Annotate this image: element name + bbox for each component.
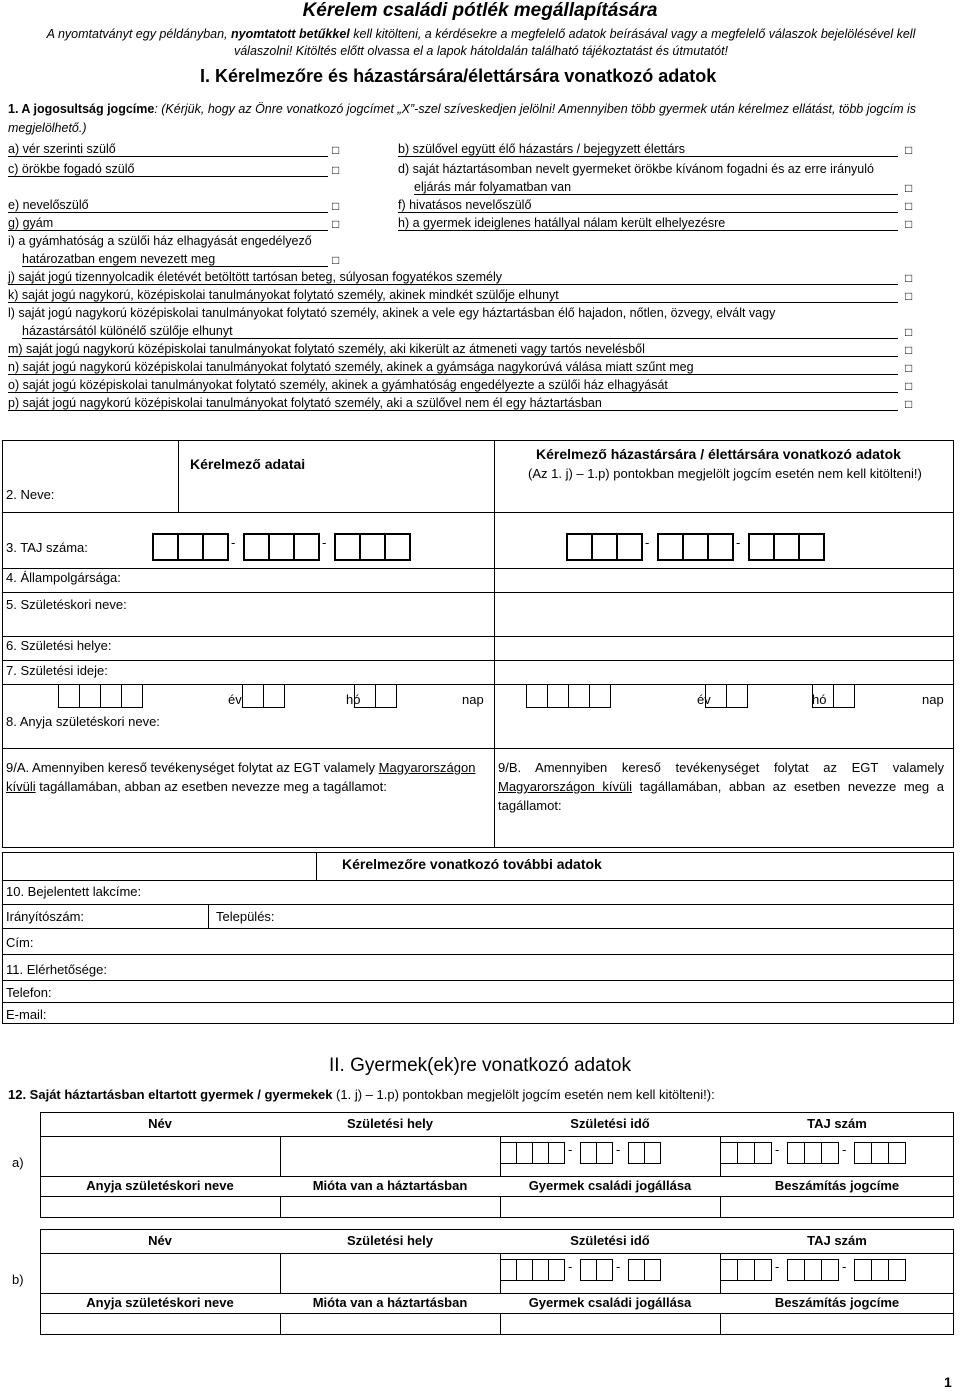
date-digit-box[interactable] (263, 684, 285, 708)
date-digit-box[interactable] (580, 1259, 597, 1281)
option-d-label-2: eljárás már folyamatban van (414, 180, 898, 195)
column-divider (500, 1196, 501, 1218)
taj-digit-box[interactable] (720, 1142, 738, 1164)
row-divider (40, 1313, 954, 1314)
option-f-label: f) hivatásos nevelőszülő (398, 198, 898, 213)
taj-digit-box[interactable] (616, 533, 643, 561)
option-o-label: o) saját jogú középiskolai tanulmányokat folytató személy, akinek a gyámhatóság engedélyezte a szülői ház elhagyását (8, 378, 898, 393)
child-row-label: a) (12, 1155, 24, 1170)
date-digit-box[interactable] (628, 1142, 645, 1164)
option-e (8, 198, 328, 213)
taj-digit-box[interactable] (804, 1259, 822, 1281)
date-digit-box[interactable] (121, 684, 143, 708)
date-digit-box[interactable] (532, 1259, 549, 1281)
option-i-label-2: határozatban engem nevezett meg (22, 252, 328, 267)
option-l-label-2: házastársától különélő szülője elhunyt (22, 324, 898, 339)
taj-digit-box[interactable] (854, 1142, 872, 1164)
checkbox-g[interactable]: □ (332, 217, 340, 231)
taj-dash: - (842, 1259, 847, 1274)
date-digit-box[interactable] (516, 1142, 533, 1164)
row-divider (40, 1136, 954, 1137)
taj-digit-box[interactable] (787, 1142, 805, 1164)
taj-digit-box[interactable] (804, 1142, 822, 1164)
option-h-label: h) a gyermek ideiglenes hatállyal nálam került elhelyezésre (398, 216, 898, 231)
checkbox-e[interactable]: □ (332, 199, 340, 213)
checkbox-k[interactable]: □ (905, 289, 913, 303)
option-c-label: c) örökbe fogadó szülő (8, 162, 328, 177)
taj-digit-box[interactable] (384, 533, 411, 561)
taj-digit-box[interactable] (657, 533, 684, 561)
option-p-label: p) saját jogú nagykorú középiskolai tanulmányokat folytató személy, aki a szülővel nem él egy háztartásban (8, 396, 898, 411)
taj-digit-box[interactable] (821, 1142, 839, 1164)
question-1-label: 1. A jogosultság jogcíme (8, 102, 155, 116)
date-digit-box[interactable] (596, 1142, 613, 1164)
intro-text: A nyomtatványt egy példányban, (46, 27, 231, 41)
taj-digit-box[interactable] (152, 533, 179, 561)
spouse-column-header: Kérelmező házastársára / élettársára vonatkozó adatok (536, 446, 901, 462)
taj-digit-box[interactable] (268, 533, 295, 561)
name-label: 2. Neve: (6, 487, 55, 502)
question-12-label: 12. Saját háztartásban eltartott gyermek / gyermekek (8, 1087, 333, 1102)
date-digit-box[interactable] (526, 684, 548, 708)
child-header: Beszámítás jogcíme (774, 1178, 900, 1193)
option-i-cont (22, 252, 328, 267)
form-intro (26, 26, 936, 60)
taj-dash: - (736, 535, 741, 550)
birth-name-label: 5. Születéskori neve: (6, 597, 127, 612)
taj-digit-box[interactable] (888, 1142, 906, 1164)
taj-digit-box[interactable] (720, 1259, 738, 1281)
date-digit-box[interactable] (628, 1259, 645, 1281)
taj-digit-box[interactable] (748, 533, 775, 561)
taj-digit-box[interactable] (682, 533, 709, 561)
date-digit-box[interactable] (568, 684, 590, 708)
taj-dash: - (775, 1259, 780, 1274)
eea-question-applicant (6, 758, 488, 796)
taj-digit-box[interactable] (888, 1259, 906, 1281)
street-label: Cím: (6, 935, 34, 950)
checkbox-a[interactable]: □ (332, 143, 340, 157)
date-dash: - (568, 1259, 573, 1274)
option-g (8, 216, 328, 231)
taj-digit-box[interactable] (359, 533, 386, 561)
year-label-spouse: év (697, 692, 711, 707)
checkbox-b[interactable]: □ (905, 143, 913, 157)
checkbox-m[interactable]: □ (905, 343, 913, 357)
option-n-label: n) saját jogú nagykorú középiskolai tanulmányokat folytató személy, akinek a gyámsága nagykorúvá válása miatt szűnt meg (8, 360, 898, 375)
eea-text-2: tagállamában, abban az esetben nevezze meg a tagállamot: (35, 779, 387, 794)
child-header: Gyermek családi jogállása (528, 1295, 692, 1310)
page-number: 1 (944, 1374, 952, 1390)
date-digit-box[interactable] (644, 1259, 661, 1281)
date-digit-box[interactable] (596, 1259, 613, 1281)
checkbox-o[interactable]: □ (905, 379, 913, 393)
option-l: l) saját jogú nagykorú középiskolai tanulmányokat folytató személy, akinek a vele egy háztartásban élő hajadon, nőtlen, özvegy, elvált vagy (8, 306, 776, 320)
row-divider (40, 1176, 954, 1177)
taj-label: 3. TAJ száma: (6, 540, 88, 555)
city-label: Település: (216, 909, 275, 924)
date-digit-box[interactable] (589, 684, 611, 708)
child-header: TAJ szám (807, 1233, 867, 1248)
date-digit-box[interactable] (58, 684, 80, 708)
checkbox-j[interactable]: □ (905, 271, 913, 285)
column-divider (280, 1313, 281, 1335)
date-dash: - (616, 1259, 621, 1274)
option-e-label: e) nevelőszülő (8, 198, 328, 213)
taj-dash: - (231, 535, 236, 550)
mother-name-label: 8. Anyja születéskori neve: (6, 714, 160, 729)
column-divider (500, 1313, 501, 1335)
option-h (398, 216, 898, 231)
birthplace-label: 6. Születési helye: (6, 638, 112, 653)
option-a (8, 142, 328, 157)
child-header: Anyja születéskori neve (86, 1178, 234, 1193)
month-label-spouse: hó (812, 692, 827, 707)
child-header: Születési hely (347, 1116, 433, 1131)
option-k-label: k) saját jogú nagykorú, középiskolai tanulmányokat folytató személy, akinek mindkét szülője elhunyt (8, 288, 898, 303)
column-divider (280, 1136, 281, 1176)
child-header: Születési idő (570, 1116, 650, 1131)
checkbox-c[interactable]: □ (332, 163, 340, 177)
taj-digit-box[interactable] (798, 533, 825, 561)
eea-text-b-2: tagállamában, abban az esetben nevezze meg a tagállamot: (498, 779, 944, 813)
intro-text-2: kell kitölteni, a kérdésekre a megfelelő adatok beírásával vagy a megfelelő válaszok bejelölésével kell válaszolni! Kitöltés előtt olvassa el a lapok hátoldalán található tájékoztatást és útmutatót! (233, 27, 916, 58)
day-label-spouse: nap (922, 692, 944, 707)
option-d-cont (414, 180, 898, 195)
eea-question-spouse (498, 758, 944, 815)
taj-dash: - (645, 535, 650, 550)
option-b (398, 142, 898, 157)
option-b-label: b) szülővel együtt élő házastárs / bejegyzett élettárs (398, 142, 898, 157)
section-1-title: I. Kérelmezőre és házastársára/élettársára vonatkozó adatok (200, 66, 717, 86)
birthdate-label: 7. Születési ideje: (6, 663, 108, 678)
column-divider (720, 1313, 721, 1335)
taj-digit-box[interactable] (334, 533, 361, 561)
intro-bold: nyomtatott betűkkel (231, 27, 350, 41)
question-1 (8, 100, 956, 138)
eea-text: 9/A. Amennyiben kereső tevékenységet folytat az EGT valamely (6, 760, 376, 775)
checkbox-d[interactable]: □ (905, 181, 913, 195)
child-header: Mióta van a háztartásban (312, 1178, 468, 1193)
taj-digit-box[interactable] (177, 533, 204, 561)
additional-data-header: Kérelmezőre vonatkozó további adatok (342, 856, 602, 872)
option-k (8, 288, 898, 303)
checkbox-f[interactable]: □ (905, 199, 913, 213)
child-header: Születési idő (570, 1233, 650, 1248)
question-1-text: : (Kérjük, hogy az Önre vonatkozó jogcímet „X”-szel szíveskedjen jelölni! Amennyiben több gyermek után kérelmez ellátást, több jogcím is megjelölhető.) (8, 102, 917, 135)
eea-underline: Magyarországon kívüli (6, 760, 476, 794)
row-divider (40, 1196, 954, 1197)
option-m-label: m) saját jogú nagykorú középiskolai tanulmányokat folytató személy, aki kikerült az átmeneti vagy tartós nevelésből (8, 342, 898, 357)
option-i: i) a gyámhatóság a szülői ház elhagyását engedélyező (8, 234, 312, 248)
zip-label: Irányítószám: (6, 909, 85, 924)
checkbox-i[interactable]: □ (332, 253, 340, 267)
email-label: E-mail: (6, 1007, 47, 1022)
phone-label: Telefon: (6, 985, 52, 1000)
date-digit-box[interactable] (375, 684, 397, 708)
date-digit-box[interactable] (532, 1142, 549, 1164)
child-header: Anyja születéskori neve (86, 1295, 234, 1310)
option-o (8, 378, 898, 393)
date-digit-box[interactable] (548, 1259, 565, 1281)
taj-digit-box[interactable] (202, 533, 229, 561)
date-digit-box[interactable] (833, 684, 855, 708)
taj-digit-box[interactable] (773, 533, 800, 561)
taj-digit-box[interactable] (293, 533, 320, 561)
date-dash: - (568, 1142, 573, 1157)
taj-dash: - (322, 535, 327, 550)
address-table (2, 852, 954, 1024)
date-digit-box[interactable] (500, 1259, 517, 1281)
taj-digit-box[interactable] (591, 533, 618, 561)
taj-digit-box[interactable] (754, 1259, 772, 1281)
column-divider (280, 1253, 281, 1293)
checkbox-n[interactable]: □ (905, 361, 913, 375)
date-digit-box[interactable] (726, 684, 748, 708)
applicant-column-header: Kérelmező adatai (190, 456, 306, 472)
date-digit-box[interactable] (500, 1142, 517, 1164)
date-digit-box[interactable] (548, 1142, 565, 1164)
taj-dash: - (842, 1142, 847, 1157)
child-header: Születési hely (347, 1233, 433, 1248)
date-digit-box[interactable] (242, 684, 264, 708)
taj-digit-box[interactable] (566, 533, 593, 561)
taj-dash: - (775, 1142, 780, 1157)
column-divider (720, 1196, 721, 1218)
column-divider (280, 1196, 281, 1218)
taj-digit-box[interactable] (854, 1259, 872, 1281)
taj-digit-box[interactable] (821, 1259, 839, 1281)
child-header: Név (148, 1233, 172, 1248)
child-header: Beszámítás jogcíme (774, 1295, 900, 1310)
checkbox-l[interactable]: □ (905, 325, 913, 339)
child-header: Gyermek családi jogállása (528, 1178, 692, 1193)
date-digit-box[interactable] (547, 684, 569, 708)
option-j-label: j) saját jogú tizennyolcadik életévét betöltött tartósan beteg, súlyosan fogyatékos személy (8, 270, 898, 285)
option-g-label: g) gyám (8, 216, 328, 231)
question-12-text: (1. j) – 1.p) pontokban megjelölt jogcím esetén nem kell kitölteni!): (332, 1087, 715, 1102)
eea-underline-b: Magyarországon kívüli (498, 779, 633, 794)
child-row-label: b) (12, 1272, 24, 1287)
checkbox-h[interactable]: □ (905, 217, 913, 231)
question-12 (8, 1087, 715, 1102)
year-label: év (228, 692, 242, 707)
taj-digit-box[interactable] (707, 533, 734, 561)
date-digit-box[interactable] (644, 1142, 661, 1164)
row-divider (40, 1253, 954, 1254)
taj-digit-box[interactable] (737, 1142, 755, 1164)
date-digit-box[interactable] (100, 684, 122, 708)
row-divider (40, 1293, 954, 1294)
section-2-title: II. Gyermek(ek)re vonatkozó adatok (328, 1055, 631, 1076)
date-digit-box[interactable] (79, 684, 101, 708)
option-f (398, 198, 898, 213)
child-header: Név (148, 1116, 172, 1131)
form-title: Kérelem családi pótlék megállapítására (302, 0, 658, 21)
taj-digit-box[interactable] (243, 533, 270, 561)
option-n (8, 360, 898, 375)
checkbox-p[interactable]: □ (905, 397, 913, 411)
option-p (8, 396, 898, 411)
taj-digit-box[interactable] (737, 1259, 755, 1281)
taj-digit-box[interactable] (787, 1259, 805, 1281)
eea-text-b: 9/B. Amennyiben kereső tevékenységet folytat az EGT valamely (498, 760, 944, 775)
option-c (8, 162, 328, 177)
month-label: hó (346, 692, 361, 707)
address-label: 10. Bejelentett lakcíme: (6, 884, 142, 899)
option-a-label: a) vér szerinti szülő (8, 142, 328, 157)
taj-digit-box[interactable] (871, 1259, 889, 1281)
child-header: Mióta van a háztartásban (312, 1295, 468, 1310)
day-label: nap (462, 692, 484, 707)
taj-digit-box[interactable] (754, 1142, 772, 1164)
option-m (8, 342, 898, 357)
child-header: TAJ szám (807, 1116, 867, 1131)
date-dash: - (616, 1142, 621, 1157)
option-d: d) saját háztartásomban nevelt gyermeket örökbe kívánom fogadni és az erre irányuló (398, 162, 874, 176)
option-l-cont (22, 324, 898, 339)
taj-digit-box[interactable] (871, 1142, 889, 1164)
date-digit-box[interactable] (580, 1142, 597, 1164)
option-j (8, 270, 898, 285)
contact-label: 11. Elérhetősége: (6, 962, 107, 977)
spouse-column-note: (Az 1. j) – 1.p) pontokban megjelölt jogcím esetén nem kell kitölteni!) (528, 466, 922, 481)
citizenship-label: 4. Állampolgársága: (6, 570, 121, 585)
date-digit-box[interactable] (516, 1259, 533, 1281)
